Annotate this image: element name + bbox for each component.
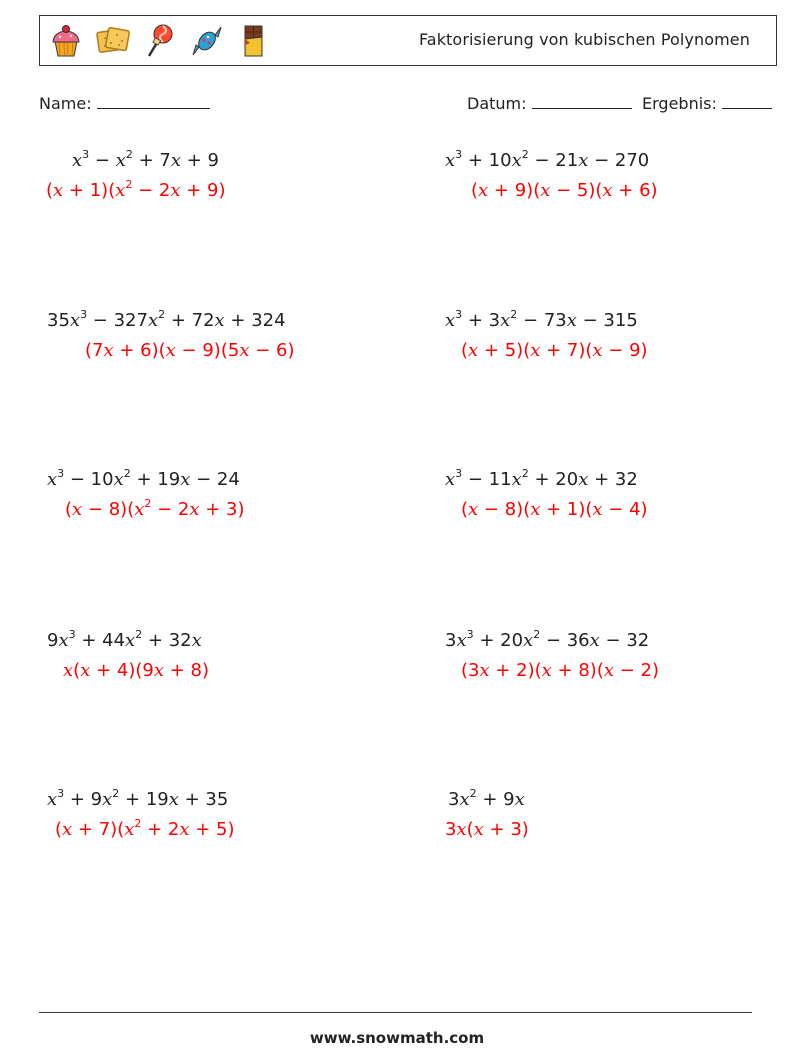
problem-question: $x^3 + 3x^2 - 73x - 315$ [445, 308, 638, 331]
candy-icon [189, 23, 225, 59]
problem-answer: (x + 5)(x + 7)(x − 9) [461, 340, 648, 361]
problem-8 [445, 630, 659, 681]
footer-divider [39, 1012, 752, 1013]
problem-6 [445, 469, 648, 520]
worksheet-header [39, 15, 777, 66]
problem-answer: (x − 8)(x + 1)(x − 4) [461, 499, 648, 520]
problem-9 [47, 789, 235, 840]
cracker-icon [95, 23, 131, 59]
problem-1 [46, 148, 226, 201]
problem-question: $x^3 + 9x^2 + 19x + 35$ [47, 787, 229, 810]
result-field[interactable] [642, 94, 772, 113]
problem-answer: (3x + 2)(x + 8)(x − 2) [461, 660, 660, 681]
problem-question: $9x^3 + 44x^2 + 32x$ [47, 628, 202, 651]
problem-answer: (7x + 6)(x − 9)(5x − 6) [85, 340, 295, 361]
header-icons [48, 23, 272, 59]
date-blank[interactable] [532, 94, 632, 109]
cupcake-icon [48, 23, 84, 59]
problem-2 [445, 150, 658, 201]
problem-question: $3x^2 + 9x$ [448, 787, 525, 810]
problem-5 [47, 469, 245, 520]
problem-7 [47, 630, 209, 681]
worksheet-title: Faktorisierung von kubischen Polynomen [418, 30, 750, 49]
problem-answer: $(x - 8)(x^2 - 2x + 3)$ [65, 497, 245, 520]
lollipop-icon [142, 23, 178, 59]
problem-10 [445, 787, 529, 840]
problem-answer: $(x + 7)(x^2 + 2x + 5)$ [55, 817, 235, 840]
problem-question: $x^3 + 10x^2 - 21x - 270$ [445, 148, 650, 171]
problem-answer: $(x + 1)(x^2 - 2x + 9)$ [46, 178, 226, 201]
problem-question: $x^3 - 10x^2 + 19x - 24$ [47, 467, 240, 490]
chocolate-bar-icon [236, 23, 272, 59]
footer-url[interactable]: www.snowmath.com [309, 1029, 485, 1047]
result-blank[interactable] [722, 94, 772, 109]
problem-question: $x^3 - x^2 + 7x + 9$ [72, 148, 219, 171]
result-label: Ergebnis: [642, 94, 717, 113]
problem-question: $x^3 - 11x^2 + 20x + 32$ [445, 467, 638, 490]
problem-question: $3x^3 + 20x^2 - 36x - 32$ [445, 628, 650, 651]
problem-4 [445, 310, 648, 361]
problem-3 [47, 310, 294, 361]
name-label: Name: [39, 94, 92, 113]
name-blank[interactable] [97, 94, 210, 109]
date-label: Datum: [467, 94, 527, 113]
problem-answer: (x + 9)(x − 5)(x + 6) [471, 180, 658, 201]
problem-question: $35x^3 - 327x^2 + 72x + 324$ [47, 308, 286, 331]
problem-answer: x(x + 4)(9x + 8) [63, 660, 209, 681]
problem-answer: 3x(x + 3) [445, 819, 529, 840]
name-field[interactable] [39, 94, 210, 113]
date-field[interactable] [467, 94, 632, 113]
